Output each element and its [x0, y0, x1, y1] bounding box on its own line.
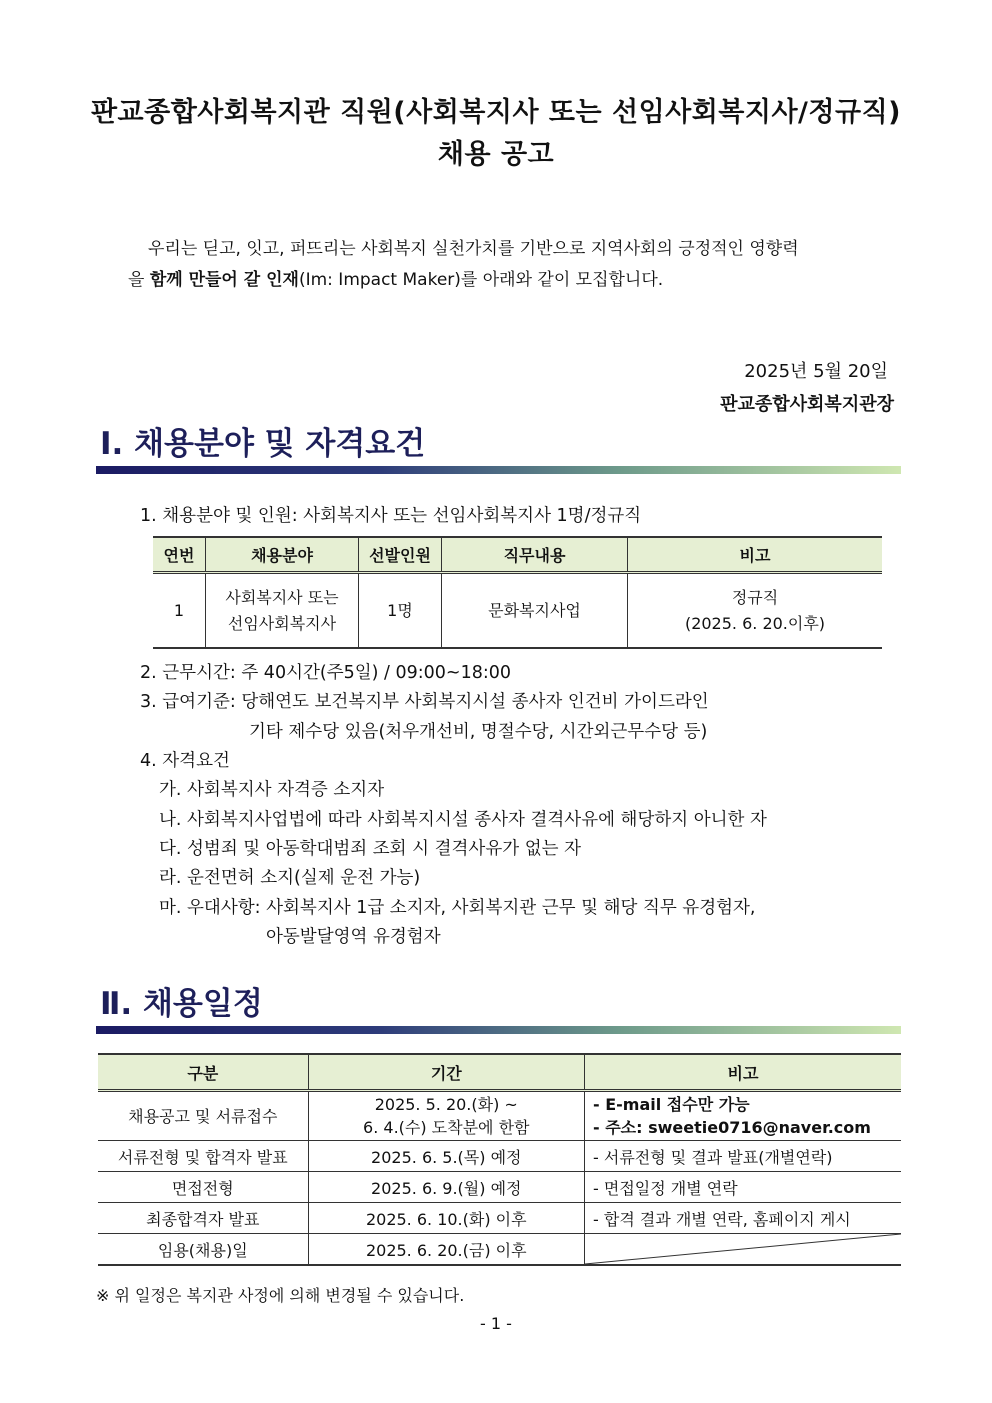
cell-note-empty — [585, 1234, 902, 1266]
cell-period: 2025. 6. 20.(금) 이후 — [308, 1234, 584, 1266]
intro-bold-im: (Im: Impact Maker) — [298, 270, 461, 290]
cell-stage: 채용공고 및 서류접수 — [98, 1091, 308, 1141]
cell-count: 1명 — [359, 573, 442, 649]
col-header: 선발인원 — [359, 537, 442, 573]
note-line: (2025. 6. 20.이후) — [684, 613, 826, 633]
page-title: 판교종합사회복지관 직원(사회복지사 또는 선임사회복지사/정규직) — [90, 97, 902, 128]
col-header: 연번 — [153, 537, 206, 573]
section-2-bar — [96, 1026, 901, 1034]
cell-duty: 문화복지사업 — [442, 573, 628, 649]
cell-period: 2025. 6. 9.(월) 예정 — [308, 1172, 584, 1203]
intro-line-1: 우리는 딛고, 잇고, 퍼뜨리는 사회복지 실천가치를 기반으로 지역사회의 긍정적인 영향력 — [148, 239, 799, 259]
col-header: 비고 — [585, 1054, 902, 1091]
cell-field — [206, 573, 359, 649]
period-line: 2025. 5. 20.(화) ~ — [374, 1095, 518, 1114]
table-row — [98, 1234, 901, 1266]
qual-c: 다. 성범죄 및 아동학대범죄 조회 시 결격사유가 없는 자 — [159, 839, 581, 859]
diagonal-line — [585, 1234, 901, 1264]
note-line: - E-mail 접수만 가능 — [593, 1095, 750, 1114]
item-3: 3. 급여기준: 당해연도 보건복지부 사회복지시설 종사자 인건비 가이드라인 — [140, 692, 709, 712]
section-1-bar — [96, 466, 901, 474]
intro-line-2 — [128, 265, 663, 290]
page-subtitle: 채용 공고 — [437, 139, 555, 170]
field-line: 사회복지사 또는 — [225, 587, 339, 607]
col-header: 직무내용 — [442, 537, 628, 573]
announcement-date: 2025년 5월 20일 — [744, 361, 888, 382]
cell-stage: 서류전형 및 합격자 발표 — [98, 1141, 308, 1172]
cell-note: - 면접일정 개별 연락 — [585, 1172, 902, 1203]
table-row — [98, 1172, 901, 1203]
footnote: ※ 위 일정은 복지관 사정에 의해 변경될 수 있습니다. — [96, 1286, 465, 1305]
organization-name: 판교종합사회복지관장 — [720, 394, 894, 415]
page-number: - 1 - — [480, 1314, 512, 1333]
intro-text-end: 를 아래와 같이 모집합니다. — [460, 270, 664, 290]
intro-bold: 함께 만들어 갈 인재 — [149, 270, 299, 290]
table-row — [153, 573, 882, 649]
col-header: 비고 — [628, 537, 883, 573]
item-3-cont: 기타 제수당 있음(처우개선비, 명절수당, 시간외근무수당 등) — [249, 722, 708, 742]
period-line: 6. 4.(수) 도착분에 한함 — [363, 1118, 530, 1137]
item-1: 1. 채용분야 및 인원: 사회복지사 또는 선임사회복지사 1명/정규직 — [140, 506, 642, 526]
item-2: 2. 근무시간: 주 40시간(주5일) / 09:00~18:00 — [140, 663, 512, 683]
cell-note — [585, 1091, 902, 1141]
cell-period: 2025. 6. 10.(화) 이후 — [308, 1203, 584, 1234]
intro-text: 을 — [128, 270, 150, 290]
recruitment-table — [153, 536, 882, 649]
col-header: 기간 — [308, 1054, 584, 1091]
cell-stage: 임용(채용)일 — [98, 1234, 308, 1266]
cell-note — [628, 573, 883, 649]
table-row — [98, 1141, 901, 1172]
qual-d: 라. 운전면허 소지(실제 운전 가능) — [159, 868, 421, 888]
qual-a: 가. 사회복지사 자격증 소지자 — [159, 780, 385, 800]
qual-e: 마. 우대사항: 사회복지사 1급 소지자, 사회복지관 근무 및 해당 직무 유경험자, — [159, 898, 756, 918]
col-header: 구분 — [98, 1054, 308, 1091]
field-line: 선임사회복지사 — [227, 613, 337, 633]
item-4: 4. 자격요건 — [140, 751, 230, 771]
cell-stage: 면접전형 — [98, 1172, 308, 1203]
cell-period — [308, 1091, 584, 1141]
table-row — [98, 1203, 901, 1234]
schedule-table — [98, 1053, 901, 1266]
section-2-heading: Ⅱ. 채용일정 — [100, 986, 263, 1022]
note-line: 정규직 — [731, 587, 779, 607]
section-1-heading: Ⅰ. 채용분야 및 자격요건 — [100, 426, 426, 462]
cell-note: - 합격 결과 개별 연락, 홈페이지 게시 — [585, 1203, 902, 1234]
cell-stage: 최종합격자 발표 — [98, 1203, 308, 1234]
note-line: - 주소: sweetie0716@naver.com — [593, 1118, 871, 1137]
qual-e-cont: 아동발달영역 유경험자 — [266, 927, 441, 947]
qual-b: 나. 사회복지사업법에 따라 사회복지시설 종사자 결격사유에 해당하지 아니한 자 — [159, 810, 767, 830]
cell-note: - 서류전형 및 결과 발표(개별연락) — [585, 1141, 902, 1172]
table-row — [98, 1091, 901, 1141]
cell-period: 2025. 6. 5.(목) 예정 — [308, 1141, 584, 1172]
cell-no: 1 — [173, 600, 185, 620]
col-header: 채용분야 — [206, 537, 359, 573]
